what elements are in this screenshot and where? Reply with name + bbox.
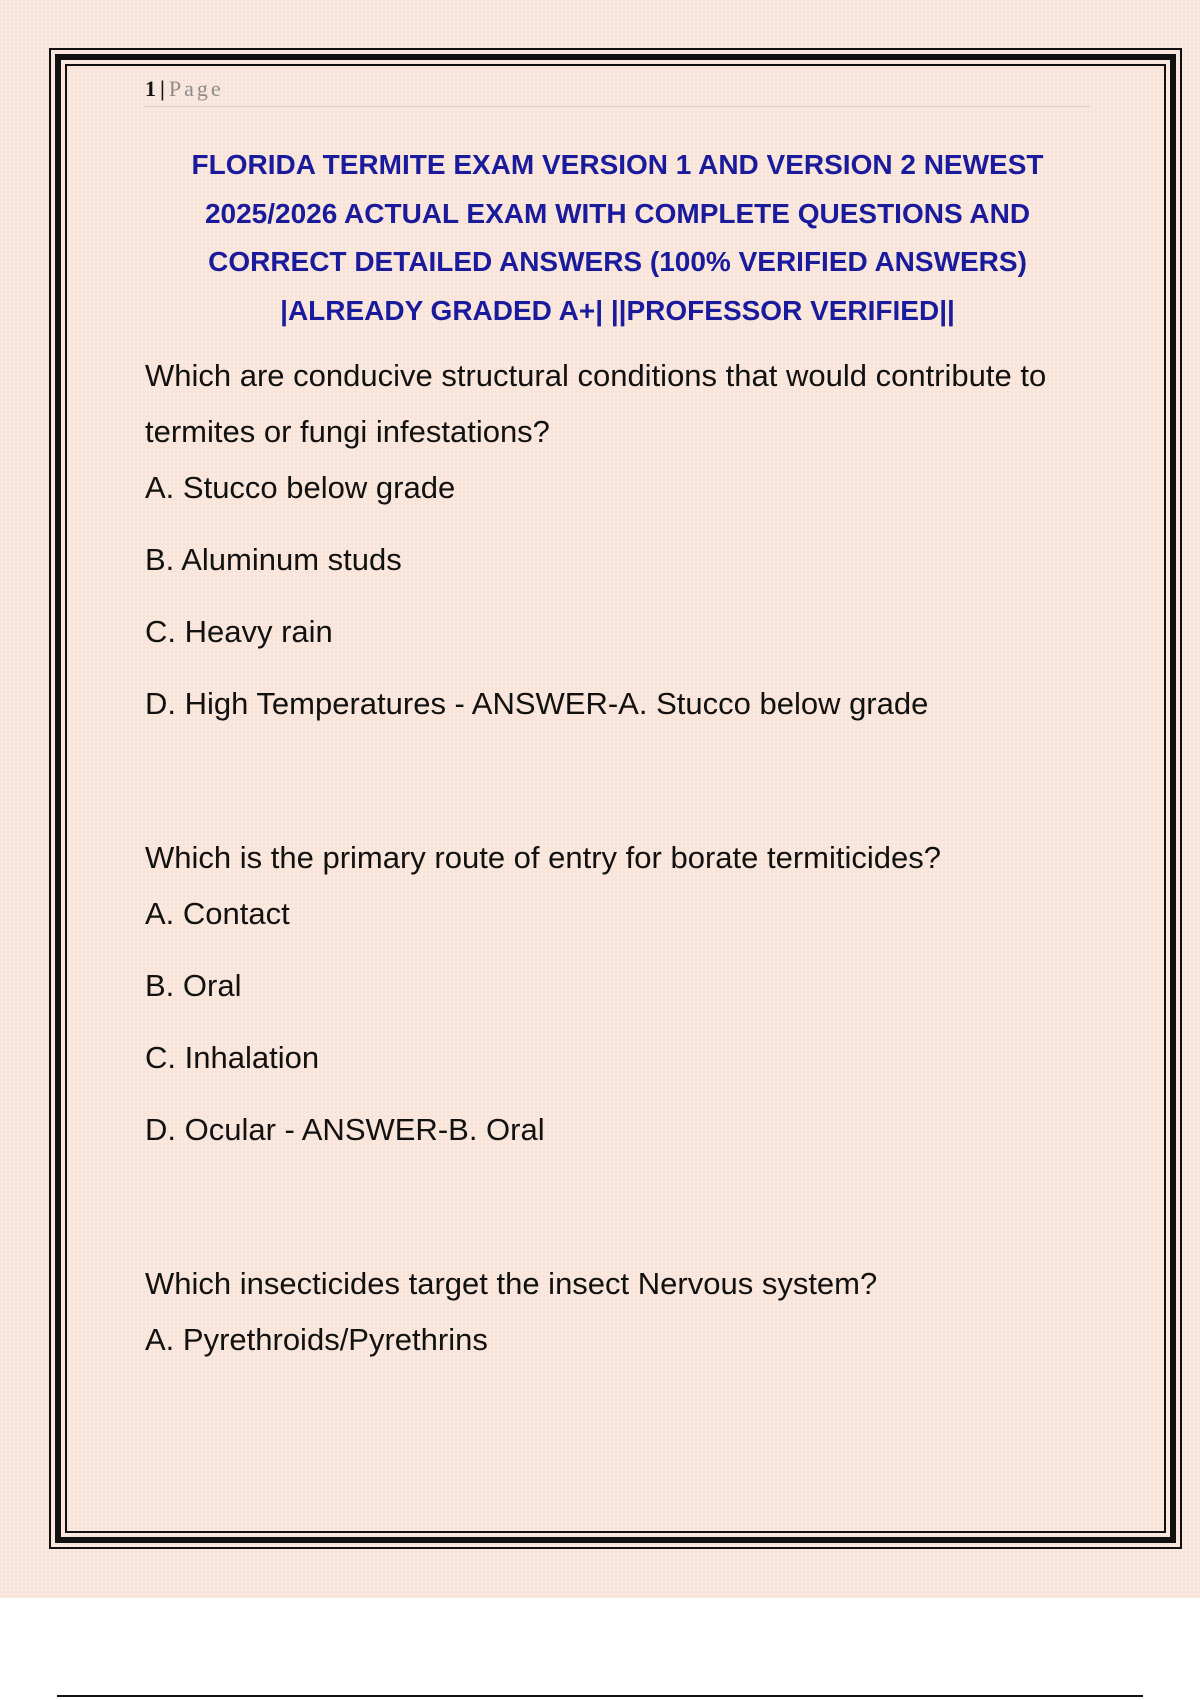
question-block (145, 348, 1095, 722)
question-spacer (145, 1148, 1095, 1256)
answer-option-with-answer: D. Ocular - ANSWER-B. Oral (145, 1112, 545, 1147)
question-list (145, 348, 1095, 1358)
question-text: Which insecticides target the insect Nervous system? (145, 1266, 878, 1301)
question-block (145, 1256, 1095, 1358)
answer-option: C. Heavy rain (145, 614, 333, 649)
answer-option: B. Oral (145, 968, 242, 1003)
answer-option: B. Aluminum studs (145, 542, 402, 577)
answer-option: A. Stucco below grade (145, 470, 456, 505)
next-page-rule (57, 1695, 1143, 1697)
page-header (145, 74, 1090, 107)
answer-option-with-answer: D. High Temperatures - ANSWER-A. Stucco below grade (145, 686, 929, 721)
page-label: Page (168, 76, 224, 101)
answer-option: C. Inhalation (145, 1040, 320, 1075)
page-header-separator: | (160, 76, 165, 101)
question-block (145, 830, 1095, 1148)
answer-option: A. Pyrethroids/Pyrethrins (145, 1322, 488, 1357)
question-text: Which are conducive structural conditions that would contribute to termites or fungi infestations? (145, 358, 1047, 449)
answer-option: A. Contact (145, 896, 290, 931)
question-spacer (145, 722, 1095, 830)
document-title: FLORIDA TERMITE EXAM VERSION 1 AND VERSION 2 NEWEST 2025/2026 ACTUAL EXAM WITH COMPLETE QUESTIONS AND CORRECT DETAILED ANSWERS (100% VERIFIED ANSWERS) |ALREADY GRADED A+| ||PROFESSOR VERIFIED|| (191, 149, 1044, 326)
question-text: Which is the primary route of entry for borate termiticides? (145, 840, 941, 875)
page-number: 1 (145, 76, 156, 101)
